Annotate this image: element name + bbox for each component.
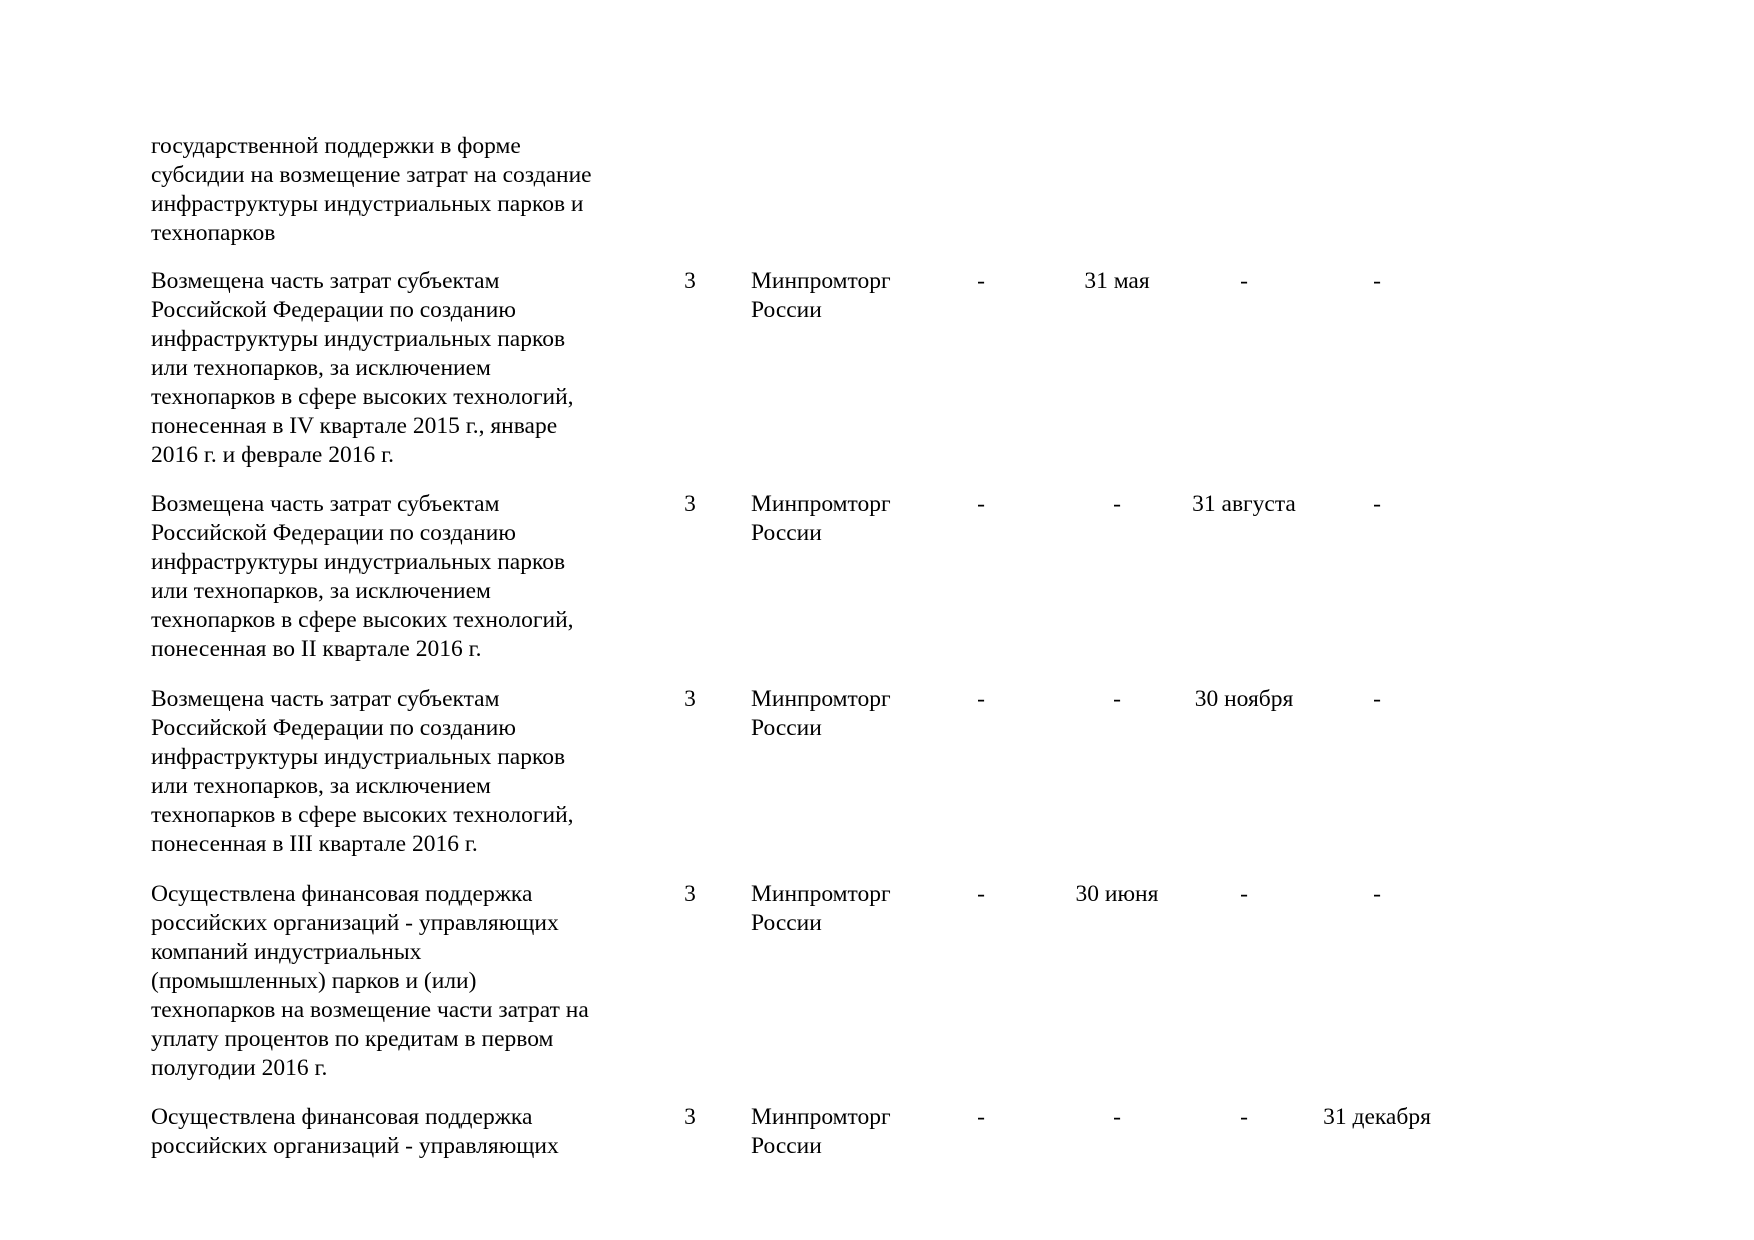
row-quarter-2: 30 июня xyxy=(1075,881,1159,907)
continuation-text xyxy=(151,132,651,248)
text-line: России xyxy=(751,1133,822,1159)
text-line: Российской Федерации по созданию xyxy=(151,297,516,323)
text-line: Минпромторг xyxy=(751,1104,891,1130)
row-stage: 3 xyxy=(684,881,696,907)
text-line: компаний индустриальных xyxy=(151,939,422,965)
text-line: Российской Федерации по созданию xyxy=(151,715,516,741)
row-stage: 3 xyxy=(684,268,696,294)
row-quarter-3: - xyxy=(1240,881,1248,907)
row-quarter-4: - xyxy=(1373,491,1381,517)
text-line: России xyxy=(751,520,822,546)
text-line: инфраструктуры индустриальных парков xyxy=(151,549,566,575)
text-line: полугодии 2016 г. xyxy=(151,1055,328,1081)
text-line: технопарков в сфере высоких технологий, xyxy=(151,607,574,633)
text-line: технопарков в сфере высоких технологий, xyxy=(151,384,574,410)
row-description xyxy=(151,267,651,470)
row-quarter-4: 31 декабря xyxy=(1323,1104,1431,1130)
row-quarter-1: - xyxy=(977,268,985,294)
text-line: России xyxy=(751,297,822,323)
row-quarter-2: 31 мая xyxy=(1084,268,1150,294)
text-line: российских организаций - управляющих xyxy=(151,910,559,936)
row-quarter-1: - xyxy=(977,491,985,517)
row-stage: 3 xyxy=(684,1104,696,1130)
text-line: понесенная во II квартале 2016 г. xyxy=(151,636,482,662)
text-line: инфраструктуры индустриальных парков xyxy=(151,744,566,770)
row-description xyxy=(151,1103,651,1161)
row-stage: 3 xyxy=(684,686,696,712)
text-line: или технопарков, за исключением xyxy=(151,578,491,604)
text-line: понесенная в III квартале 2016 г. xyxy=(151,831,478,857)
text-line: технопарков на возмещение части затрат на xyxy=(151,997,589,1023)
row-stage: 3 xyxy=(684,491,696,517)
row-quarter-4: - xyxy=(1373,686,1381,712)
row-quarter-3: 30 ноября xyxy=(1194,686,1294,712)
row-quarter-2: - xyxy=(1113,491,1121,517)
text-line: субсидии на возмещение затрат на создание xyxy=(151,162,592,188)
text-line: Минпромторг xyxy=(751,268,891,294)
text-line: России xyxy=(751,715,822,741)
text-line: российских организаций - управляющих xyxy=(151,1133,559,1159)
row-description xyxy=(151,685,651,859)
row-quarter-4: - xyxy=(1373,881,1381,907)
text-line: Российской Федерации по созданию xyxy=(151,520,516,546)
row-responsible xyxy=(751,1103,951,1161)
row-quarter-4: - xyxy=(1373,268,1381,294)
text-line: России xyxy=(751,910,822,936)
row-quarter-2: - xyxy=(1113,686,1121,712)
text-line: Возмещена часть затрат субъектам xyxy=(151,491,500,517)
text-line: понесенная в IV квартале 2015 г., январе xyxy=(151,413,558,439)
row-quarter-3: - xyxy=(1240,268,1248,294)
text-line: уплату процентов по кредитам в первом xyxy=(151,1026,554,1052)
row-description xyxy=(151,880,651,1083)
row-quarter-1: - xyxy=(977,881,985,907)
text-line: Минпромторг xyxy=(751,686,891,712)
text-line: Возмещена часть затрат субъектам xyxy=(151,686,500,712)
text-line: Минпромторг xyxy=(751,881,891,907)
text-line: государственной поддержки в форме xyxy=(151,133,521,159)
text-line: или технопарков, за исключением xyxy=(151,355,491,381)
text-line: Осуществлена финансовая поддержка xyxy=(151,1104,533,1130)
row-responsible xyxy=(751,685,951,743)
row-quarter-1: - xyxy=(977,686,985,712)
text-line: инфраструктуры индустриальных парков xyxy=(151,326,566,352)
text-line: (промышленных) парков и (или) xyxy=(151,968,477,994)
row-description xyxy=(151,490,651,664)
row-responsible xyxy=(751,880,951,938)
text-line: инфраструктуры индустриальных парков и xyxy=(151,191,584,217)
row-responsible xyxy=(751,267,951,325)
text-line: Осуществлена финансовая поддержка xyxy=(151,881,533,907)
row-quarter-1: - xyxy=(977,1104,985,1130)
text-line: технопарков в сфере высоких технологий, xyxy=(151,802,574,828)
text-line: Минпромторг xyxy=(751,491,891,517)
row-responsible xyxy=(751,490,951,548)
text-line: Возмещена часть затрат субъектам xyxy=(151,268,500,294)
text-line: 2016 г. и феврале 2016 г. xyxy=(151,442,394,468)
text-line: или технопарков, за исключением xyxy=(151,773,491,799)
text-line: технопарков xyxy=(151,220,276,246)
row-quarter-2: - xyxy=(1113,1104,1121,1130)
row-quarter-3: - xyxy=(1240,1104,1248,1130)
row-quarter-3: 31 августа xyxy=(1192,491,1296,517)
